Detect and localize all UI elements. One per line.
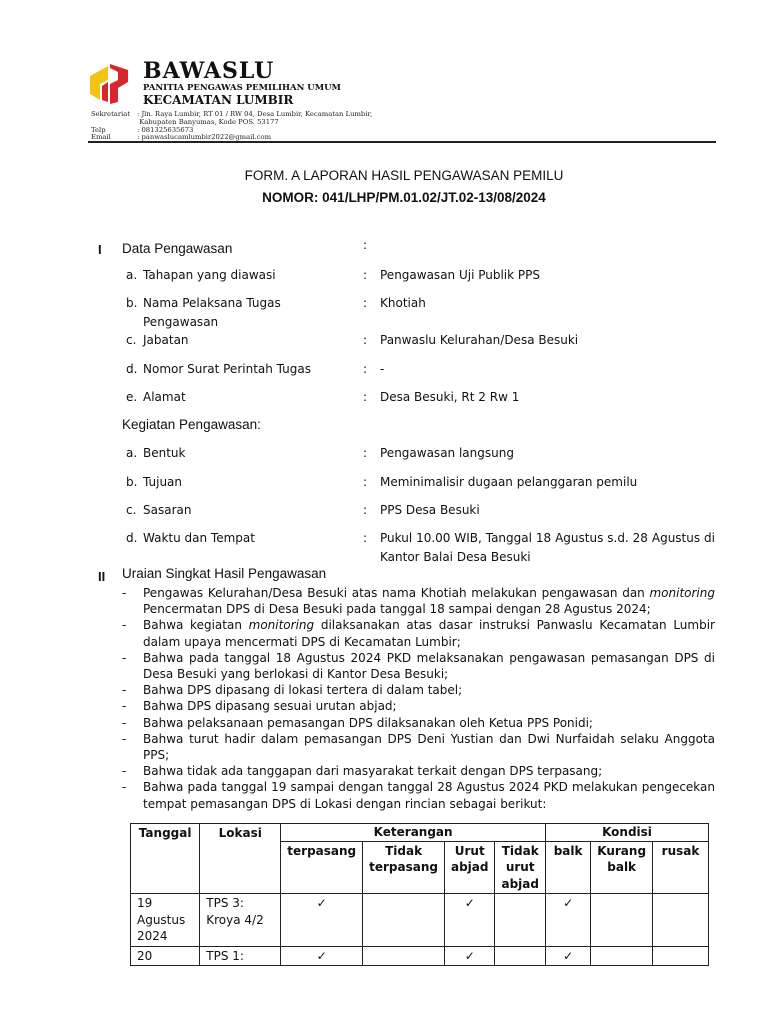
cell-urut-abjad: ✓: [444, 894, 494, 947]
cell-balk: ✓: [545, 894, 590, 947]
list-item: [122, 715, 715, 731]
section-heading: Data Pengawasan: [122, 241, 233, 256]
header-keterangan: Keterangan: [281, 824, 546, 842]
row-colon: :: [363, 475, 368, 489]
row-label: Waktu dan Tempat: [143, 531, 255, 545]
cell-kurang-balk: [591, 946, 653, 966]
section-heading: Uraian Singkat Hasil Pengawasan: [122, 566, 327, 581]
row-value: -: [380, 362, 385, 376]
cell-tidak-terpasang: [363, 946, 445, 966]
row-colon: :: [363, 296, 368, 310]
row-colon: :: [363, 268, 368, 282]
row-letter: d.: [126, 362, 138, 376]
row-letter: b.: [126, 475, 138, 489]
header-kondisi: Kondisi: [545, 824, 708, 842]
bullet-emphasis: monitoring: [649, 586, 715, 600]
bullet-text: Bahwa kegiatan: [143, 618, 249, 633]
findings-list: [122, 585, 715, 812]
list-item: [122, 698, 715, 714]
row-letter: e.: [126, 390, 138, 404]
header-lokasi: Lokasi: [200, 824, 281, 894]
list-item: [122, 617, 715, 649]
row-value: Pengawasan Uji Publik PPS: [380, 268, 540, 282]
bullet-dash: -: [122, 650, 127, 665]
form-number: NOMOR: 041/LHP/PM.01.02/JT.02-13/08/2024: [262, 190, 546, 205]
contact-value: : panwaslucamlumbir2022@gmail.com: [137, 133, 272, 141]
row-letter: d.: [126, 531, 138, 545]
org-subtitle: PANITIA PENGAWAS PEMILIHAN UMUM: [143, 83, 341, 93]
bawaslu-logo: [88, 62, 138, 104]
bullet-text: Bahwa DPS dipasang sesuai urutan abjad;: [143, 699, 397, 714]
section-numeral: I: [98, 242, 102, 257]
bullet-dash: -: [122, 699, 127, 714]
cell-kurang-balk: [591, 894, 653, 947]
row-label: Sasaran: [143, 503, 192, 517]
header-tanggal: Tanggal: [131, 824, 200, 894]
row-value: Meminimalisir dugaan pelanggaran pemilu: [380, 475, 638, 489]
row-label: Nomor Surat Perintah Tugas: [143, 362, 312, 376]
row-value: Desa Besuki, Rt 2 Rw 1: [380, 390, 520, 404]
letterhead-divider: [88, 141, 716, 143]
row-colon: :: [363, 333, 368, 347]
table-header-row: [131, 824, 709, 842]
cell-lokasi: TPS 3: Kroya 4/2: [200, 894, 281, 947]
row-colon: :: [363, 446, 368, 460]
cell-rusak: [653, 894, 709, 947]
cell-tidak-urut-abjad: [495, 894, 546, 947]
row-label: Tahapan yang diawasi: [143, 268, 276, 282]
row-label: Jabatan: [143, 333, 189, 347]
row-letter: c.: [126, 333, 137, 347]
bullet-dash: -: [122, 586, 127, 600]
bullet-dash: -: [122, 764, 127, 779]
cell-lokasi: TPS 1:: [200, 946, 281, 966]
contact-value: : 081325635673: [137, 126, 194, 134]
header-terpasang: terpasang: [281, 841, 363, 894]
header-rusak: rusak: [653, 841, 709, 894]
table-row: [131, 894, 709, 947]
kegiatan-heading: Kegiatan Pengawasan:: [122, 417, 261, 432]
bullet-text: Bahwa DPS dipasang di lokasi tertera di dalam tabel;: [143, 683, 463, 698]
bullet-text-tail: dilaksanakan atas dasar instruksi Panwaslu Kecamatan Lumbir dalam upaya mencermati DPS di Kecamatan Lumbir;: [143, 618, 715, 649]
row-value: PPS Desa Besuki: [380, 503, 480, 517]
row-value: Pengawasan langsung: [380, 446, 514, 460]
row-letter: b.: [126, 296, 138, 310]
header-balk: balk: [545, 841, 590, 894]
cell-terpasang: ✓: [281, 946, 363, 966]
logo-red-shape-small: [102, 82, 108, 102]
bullet-dash: -: [122, 683, 127, 698]
form-title: FORM. A LAPORAN HASIL PENGAWASAN PEMILU: [244, 168, 564, 183]
header-urut-abjad: Urut abjad: [444, 841, 494, 894]
org-district: KECAMATAN LUMBIR: [143, 93, 294, 107]
bullet-dash: -: [122, 731, 127, 746]
contact-line: [91, 110, 372, 118]
contact-key: Email: [91, 133, 111, 141]
bullet-dash: -: [122, 715, 127, 730]
cell-tidak-terpasang: [363, 894, 445, 947]
cell-terpasang: ✓: [281, 894, 363, 947]
row-colon: :: [363, 390, 368, 404]
row-colon: :: [363, 531, 368, 545]
bullet-text: Bahwa pada tanggal 18 Agustus 2024 PKD melaksanakan pengawasan pemasangan DPS di Desa Besuki yang berlokasi di Kantor Desa Besuki;: [143, 650, 715, 682]
row-label: Bentuk: [143, 446, 186, 460]
row-letter: a.: [126, 446, 138, 460]
bullet-text: Bahwa tidak ada tanggapan dari masyarakat terkait dengan DPS terpasang;: [143, 764, 603, 779]
list-item: [122, 650, 715, 682]
row-value: Pukul 10.00 WIB, Tanggal 18 Agustus s.d. 28 Agustus di Kantor Balai Desa Besuki: [380, 531, 715, 564]
bullet-text: Pengawas Kelurahan/Desa Besuki atas nama Khotiah melakukan pengawasan dan: [143, 586, 650, 600]
bullet-dash: -: [122, 618, 127, 633]
list-item: [122, 731, 715, 763]
bullet-dash: -: [122, 780, 127, 795]
list-item: [122, 779, 715, 811]
header-tidak-terpasang: Tidak terpasang: [363, 841, 445, 894]
bullet-text: Bahwa turut hadir dalam pemasangan DPS Deni Yustian dan Dwi Nurfaidah selaku Anggota PPS;: [143, 731, 715, 763]
contact-value: : Jln. Raya Lumbir, RT 01 / RW 04, Desa Lumbir, Kecamatan Lumbir,: [137, 110, 373, 118]
row-label: Alamat: [143, 390, 186, 404]
header-tidak-urut-abjad: Tidak urut abjad: [495, 841, 546, 894]
contact-line: [91, 118, 279, 126]
contact-line: [91, 133, 271, 141]
cell-tanggal: 20: [131, 946, 200, 966]
contact-key: Telp: [91, 126, 106, 134]
bullet-text: Bahwa pada tanggal 19 sampai dengan tanggal 28 Agustus 2024 PKD melakukan pengecekan tempat pemasangan DPS di Lokasi dengan rincian sebagai berikut:: [143, 780, 715, 811]
bullet-emphasis: monitoring: [248, 618, 315, 633]
row-colon: :: [363, 503, 368, 517]
header-kurang-balk: Kurang balk: [591, 841, 653, 894]
list-item: [122, 763, 715, 779]
table-row: [131, 946, 709, 966]
row-letter: c.: [126, 503, 137, 517]
row-letter: a.: [126, 268, 138, 282]
cell-balk: ✓: [545, 946, 590, 966]
row-colon: :: [363, 362, 368, 376]
monitoring-table: [130, 823, 709, 966]
logo-red-shape: [110, 64, 128, 104]
contact-key: Sekretariat: [91, 110, 131, 118]
row-value: Panwaslu Kelurahan/Desa Besuki: [380, 333, 579, 347]
contact-value: Kabupaten Banyumas, Kode POS. 53177: [137, 118, 279, 126]
cell-rusak: [653, 946, 709, 966]
org-name: BAWASLU: [143, 58, 275, 84]
row-label: Nama Pelaksana Tugas Pengawasan: [143, 296, 281, 329]
row-label: Tujuan: [143, 475, 183, 489]
section-numeral: II: [98, 569, 106, 584]
cell-tidak-urut-abjad: [495, 946, 546, 966]
cell-urut-abjad: ✓: [444, 946, 494, 966]
bullet-text: Bahwa pelaksanaan pemasangan DPS dilaksanakan oleh Ketua PPS Ponidi;: [143, 715, 593, 730]
list-item: [122, 682, 715, 698]
row-value: Khotiah: [380, 296, 426, 310]
cell-tanggal: 19 Agustus 2024: [131, 894, 200, 947]
section-heading-colon: :: [363, 238, 368, 252]
bullet-text-tail: Pencermatan DPS di Desa Besuki pada tanggal 18 sampai dengan 28 Agustus 2024;: [143, 602, 651, 617]
list-item: [122, 585, 715, 617]
